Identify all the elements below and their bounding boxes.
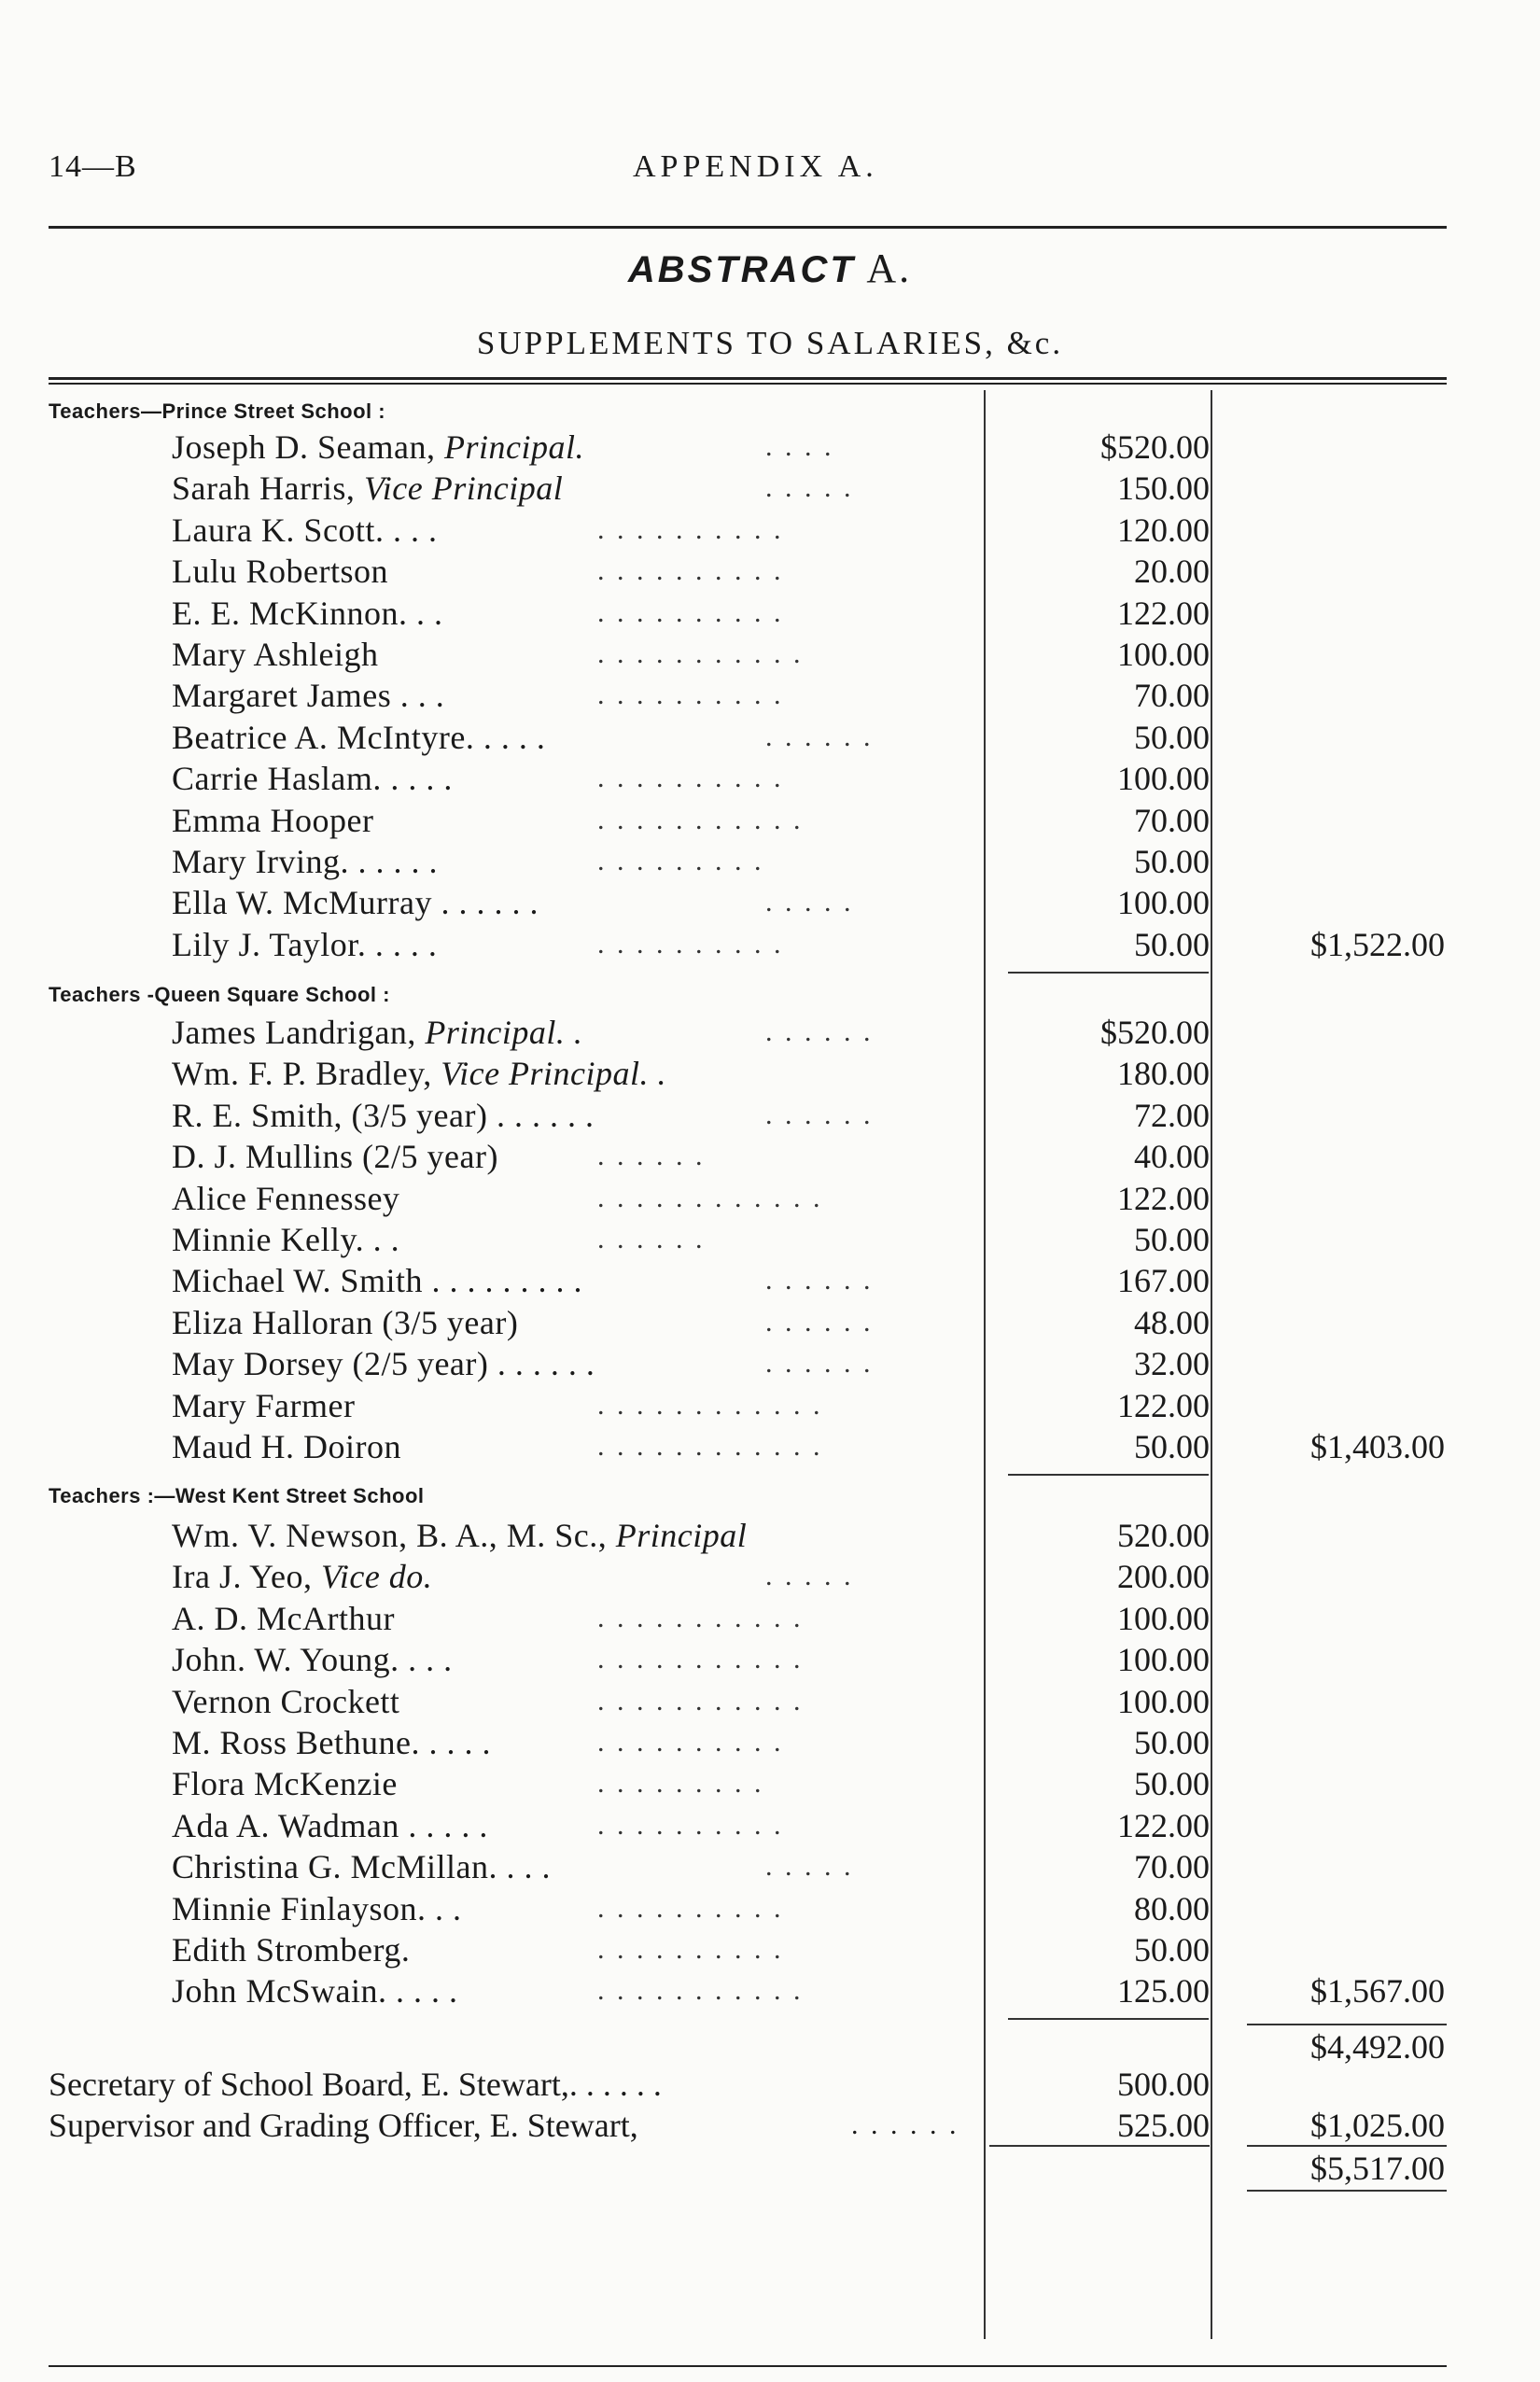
table-row: [0, 1177, 1540, 1220]
table-row: [0, 757, 1540, 800]
officer-name: Supervisor and Grading Officer, E. Stewart,: [49, 2107, 638, 2144]
leader-dots: . . . . . . . . . . . .: [597, 1183, 823, 1213]
teacher-name-text: Ada A. Wadman . . . . .: [172, 1807, 488, 1844]
table-row: [0, 467, 1540, 510]
teacher-name-text: Maud H. Doiron: [172, 1428, 401, 1465]
teacher-name: [172, 1342, 595, 1385]
table-row: [0, 1052, 1540, 1095]
leader-dots: . . . . . . . . . .: [597, 680, 784, 710]
amount-value: 80.00: [1134, 1890, 1210, 1927]
teacher-role: Principal: [615, 1517, 748, 1554]
amount-value: 50.00: [1134, 926, 1210, 963]
amount-value: 20.00: [1134, 553, 1210, 590]
leader-dots: . . . . . . . . . .: [597, 555, 784, 586]
amount-value: 100.00: [1117, 636, 1210, 673]
section-subtotal: $1,567.00: [1310, 1972, 1445, 2010]
amount-value: 100.00: [1117, 884, 1210, 921]
teacher-name-text: Emma Hooper: [172, 802, 374, 839]
table-row: [0, 1135, 1540, 1178]
amount-value: $520.00: [1100, 1014, 1210, 1051]
teacher-name: [172, 1597, 395, 1640]
teacher-name-text: Eliza Halloran (3/5 year): [172, 1304, 519, 1341]
amount-value: 520.00: [1117, 1517, 1210, 1554]
teacher-name: [172, 1928, 410, 1971]
leader-dots: . . . . .: [765, 1561, 854, 1591]
leader-dots: . . . . . . . . . . .: [597, 805, 804, 835]
table-row: [0, 592, 1540, 635]
page-subtitle: SUPPLEMENTS TO SALARIES, &c.: [476, 325, 1064, 361]
amount-value: 70.00: [1134, 802, 1210, 839]
amount-value: 48.00: [1134, 1304, 1210, 1341]
officer-amount-cell: [0, 2063, 1540, 2106]
teacher-name: [172, 1762, 398, 1805]
header-rule: [49, 226, 1447, 229]
teacher-name-text: Sarah Harris,: [172, 469, 364, 507]
teacher-name-text: Mary Irving. . . . . .: [172, 843, 438, 880]
leader-dots: . . . . . .: [765, 1265, 874, 1296]
table-row: [0, 1514, 1540, 1557]
teacher-name: [172, 1259, 582, 1302]
teacher-name-text: M. Ross Bethune. . . . .: [172, 1724, 492, 1761]
teacher-name-text: R. E. Smith, (3/5 year) . . . . . .: [172, 1097, 595, 1134]
teacher-name-text: D. J. Mullins (2/5 year): [172, 1138, 498, 1175]
leader-dots: . . . . . . . . . . . .: [597, 1431, 823, 1462]
teacher-name-text: Flora McKenzie: [172, 1765, 398, 1802]
teacher-name: [172, 1638, 453, 1681]
grand-total: $5,517.00: [1310, 2150, 1445, 2187]
table-row: [0, 1928, 1540, 1971]
teacher-name-text: Edith Stromberg.: [172, 1931, 411, 1969]
subtotal-rule: [1008, 2018, 1209, 2020]
subtotal-rule: [1008, 972, 1209, 974]
table-row: [0, 1555, 1540, 1598]
teacher-name-text: Ira J. Yeo,: [172, 1558, 322, 1595]
amount-value: 122.00: [1117, 595, 1210, 632]
teacher-name: [172, 757, 453, 800]
amount-value: 125.00: [1117, 1972, 1210, 2010]
leader-dots: . . . . .: [765, 1851, 854, 1882]
table-row: [0, 1804, 1540, 1847]
amount-value: 100.00: [1117, 1683, 1210, 1720]
teacher-name: [172, 1969, 458, 2012]
table-row: [0, 799, 1540, 842]
leader-dots: . . . . . . . . . . . .: [597, 1390, 823, 1421]
teacher-name: [172, 1845, 551, 1888]
table-row: [0, 633, 1540, 676]
leader-dots: . . . . . . . . .: [597, 846, 764, 876]
amount-value: 100.00: [1117, 1641, 1210, 1678]
leader-dots: . . . . . .: [851, 2109, 959, 2140]
teacher-name: [172, 1425, 401, 1468]
amount-value: 122.00: [1117, 1387, 1210, 1424]
amount-value: 200.00: [1117, 1558, 1210, 1595]
teacher-name-text: Wm. V. Newson, B. A., M. Sc.,: [172, 1517, 616, 1554]
teacher-name: [172, 1094, 594, 1137]
teacher-role: Principal. .: [425, 1014, 583, 1051]
teacher-name-text: Beatrice A. McIntyre. . . . .: [172, 719, 546, 756]
teacher-name: [172, 1887, 462, 1930]
teacher-name: [172, 923, 437, 966]
amount-value: 525.00: [1117, 2107, 1210, 2144]
page-header-appendix: APPENDIX A.: [633, 149, 878, 184]
table-row: [0, 674, 1540, 717]
leader-dots: . . . . . .: [765, 722, 874, 752]
table-row: [0, 1342, 1540, 1385]
teacher-name-text: Joseph D. Seaman,: [172, 428, 444, 466]
teacher-name: [172, 799, 373, 842]
teacher-name-text: A. D. McArthur: [172, 1600, 395, 1637]
amount-value: 50.00: [1134, 1724, 1210, 1761]
teacher-name: [172, 426, 584, 469]
table-row: [0, 1094, 1540, 1137]
leader-dots: . . . . . . . . . .: [597, 597, 784, 628]
title-double-rule-bottom: [49, 383, 1447, 385]
teacher-name: [172, 633, 378, 676]
teacher-name-text: Carrie Haslam. . . . .: [172, 760, 453, 797]
teacher-role: Principal.: [443, 428, 584, 466]
amount-value: 50.00: [1134, 1765, 1210, 1802]
teachers-total: $4,492.00: [1310, 2028, 1445, 2066]
section-subtotal: $1,403.00: [1310, 1428, 1445, 1465]
leader-dots: . . . .: [765, 431, 834, 462]
grand-total-rule-left: [989, 2145, 1210, 2147]
teacher-name: [172, 1218, 399, 1261]
leader-dots: . . . . . . . . .: [597, 1768, 764, 1799]
leader-dots: . . . . . . . . . . .: [597, 1686, 804, 1716]
amount-value: 70.00: [1134, 1848, 1210, 1885]
leader-dots: . . . . . . . . . .: [597, 1810, 784, 1841]
subtotal-rule: [1008, 1474, 1209, 1476]
teacher-name-text: Laura K. Scott. . . .: [172, 511, 438, 549]
amount-value: 50.00: [1134, 1221, 1210, 1258]
teacher-name: [172, 1804, 488, 1847]
teacher-name-text: Lulu Robertson: [172, 553, 388, 590]
amount-value: 180.00: [1117, 1055, 1210, 1092]
leader-dots: . . . . . .: [765, 1016, 874, 1047]
amount-value: 150.00: [1117, 469, 1210, 507]
amount-value: 120.00: [1117, 511, 1210, 549]
grand-total-rule-right-bottom: [1247, 2190, 1447, 2192]
teacher-name-text: Margaret James . . .: [172, 677, 445, 714]
teacher-name: [172, 592, 442, 635]
teacher-name: [172, 1177, 399, 1220]
amount-value: 167.00: [1117, 1262, 1210, 1299]
teacher-name-text: Lily J. Taylor. . . . .: [172, 926, 438, 963]
amount-value: 50.00: [1134, 1428, 1210, 1465]
amount-value: 122.00: [1117, 1807, 1210, 1844]
table-row: [0, 1597, 1540, 1640]
leader-dots: . . . . . .: [597, 1141, 706, 1171]
teacher-name-text: May Dorsey (2/5 year) . . . . . .: [172, 1345, 595, 1382]
officers-total: $1,025.00: [1310, 2107, 1445, 2144]
table-row: [0, 1218, 1540, 1261]
leader-dots: . . . . . . . . . .: [597, 1727, 784, 1758]
amount-value: 50.00: [1134, 843, 1210, 880]
teacher-name: [172, 550, 388, 593]
amount-value: 122.00: [1117, 1180, 1210, 1217]
leader-dots: . . . . . .: [597, 1224, 706, 1254]
teacher-name: [172, 467, 563, 510]
leader-dots: . . . . .: [765, 472, 854, 503]
teacher-name: [172, 1514, 747, 1557]
leader-dots: . . . . . . . . . .: [597, 514, 784, 545]
teacher-role: Vice Principal. .: [441, 1055, 667, 1092]
amount-value: 72.00: [1134, 1097, 1210, 1134]
amount-value: 50.00: [1134, 1931, 1210, 1969]
teacher-name-text: Minnie Kelly. . .: [172, 1221, 400, 1258]
table-row: [0, 1384, 1540, 1427]
teacher-name-text: Minnie Finlayson. . .: [172, 1890, 462, 1927]
table-row: [0, 1011, 1540, 1054]
teacher-name-text: E. E. McKinnon. . .: [172, 595, 443, 632]
leader-dots: . . . . . . . . . . .: [597, 638, 804, 669]
teacher-name-text: Vernon Crockett: [172, 1683, 400, 1720]
teacher-name-text: Christina G. McMillan. . . .: [172, 1848, 551, 1885]
amount-value: 500.00: [1117, 2066, 1210, 2103]
leader-dots: . . . . . .: [765, 1307, 874, 1338]
amount-value: $520.00: [1100, 428, 1210, 466]
leader-dots: . . . . .: [765, 887, 854, 918]
amount-value: 50.00: [1134, 719, 1210, 756]
teacher-role: Vice do.: [321, 1558, 433, 1595]
table-row: [0, 1680, 1540, 1723]
table-row: [0, 1887, 1540, 1930]
amount-value: 70.00: [1134, 677, 1210, 714]
title-double-rule-top: [49, 377, 1447, 380]
teacher-name: [172, 716, 545, 759]
teacher-name-text: Alice Fennessey: [172, 1180, 400, 1217]
teacher-role: Vice Principal: [363, 469, 564, 507]
bottom-rule: [49, 2365, 1447, 2367]
teacher-name-text: Ella W. McMurray . . . . . .: [172, 884, 539, 921]
table-row: [0, 1845, 1540, 1888]
table-row: [0, 716, 1540, 759]
leader-dots: . . . . . . . . . . .: [597, 1603, 804, 1633]
teacher-name: [172, 881, 539, 924]
table-row: [0, 1762, 1540, 1805]
section-heading: Teachers :—West Kent Street School: [49, 1484, 425, 1507]
leader-dots: . . . . . . . . . . .: [597, 1975, 804, 2006]
officer-name: Secretary of School Board, E. Stewart,. . . . . .: [49, 2066, 662, 2103]
table-row: [0, 509, 1540, 552]
table-row: [0, 1638, 1540, 1681]
teacher-name: [172, 1135, 498, 1178]
page-header-number: 14—B: [49, 149, 137, 184]
teacher-name-text: Michael W. Smith . . . . . . . . .: [172, 1262, 582, 1299]
amount-value: 100.00: [1117, 1600, 1210, 1637]
table-row: [0, 1301, 1540, 1344]
teacher-name: [172, 1011, 582, 1054]
teacher-name-text: Wm. F. P. Bradley,: [172, 1055, 441, 1092]
leader-dots: . . . . . . . . . . .: [597, 1644, 804, 1674]
section-subtotal: $1,522.00: [1310, 926, 1445, 963]
teacher-name-text: John McSwain. . . . .: [172, 1972, 458, 2010]
table-row: [0, 881, 1540, 924]
teacher-name: [172, 1680, 399, 1723]
amount-value: 40.00: [1134, 1138, 1210, 1175]
leader-dots: . . . . . . . . . .: [597, 1934, 784, 1965]
amount-value: 32.00: [1134, 1345, 1210, 1382]
teacher-name: [172, 674, 444, 717]
table-row: [0, 1721, 1540, 1764]
teacher-name: [172, 1721, 491, 1764]
teacher-name: [172, 509, 437, 552]
leader-dots: . . . . . .: [765, 1100, 874, 1130]
leader-dots: . . . . . . . . . .: [597, 763, 784, 793]
table-row: [0, 840, 1540, 883]
section-heading: Teachers—Prince Street School :: [49, 399, 386, 423]
leader-dots: . . . . . . . . . .: [597, 929, 784, 960]
teacher-name: [172, 1301, 518, 1344]
teacher-name-text: Mary Farmer: [172, 1387, 356, 1424]
teacher-name-text: John. W. Young. . . .: [172, 1641, 453, 1678]
leader-dots: . . . . . .: [765, 1348, 874, 1379]
leader-dots: . . . . . . . . . .: [597, 1893, 784, 1924]
amount-value: 100.00: [1117, 760, 1210, 797]
teacher-name: [172, 1052, 666, 1095]
teacher-name-text: Mary Ashleigh: [172, 636, 379, 673]
page-title: [0, 245, 1540, 292]
section-heading: Teachers -Queen Square School :: [49, 983, 390, 1006]
table-row: [0, 426, 1540, 469]
title-letter: A.: [866, 245, 913, 291]
teacher-name: [172, 1555, 432, 1598]
table-row: [0, 550, 1540, 593]
title-word: ABSTRACT: [627, 249, 856, 290]
teacher-name: [172, 1384, 355, 1427]
teacher-name: [172, 840, 438, 883]
table-row: [0, 1259, 1540, 1302]
teacher-name-text: James Landrigan,: [172, 1014, 426, 1051]
